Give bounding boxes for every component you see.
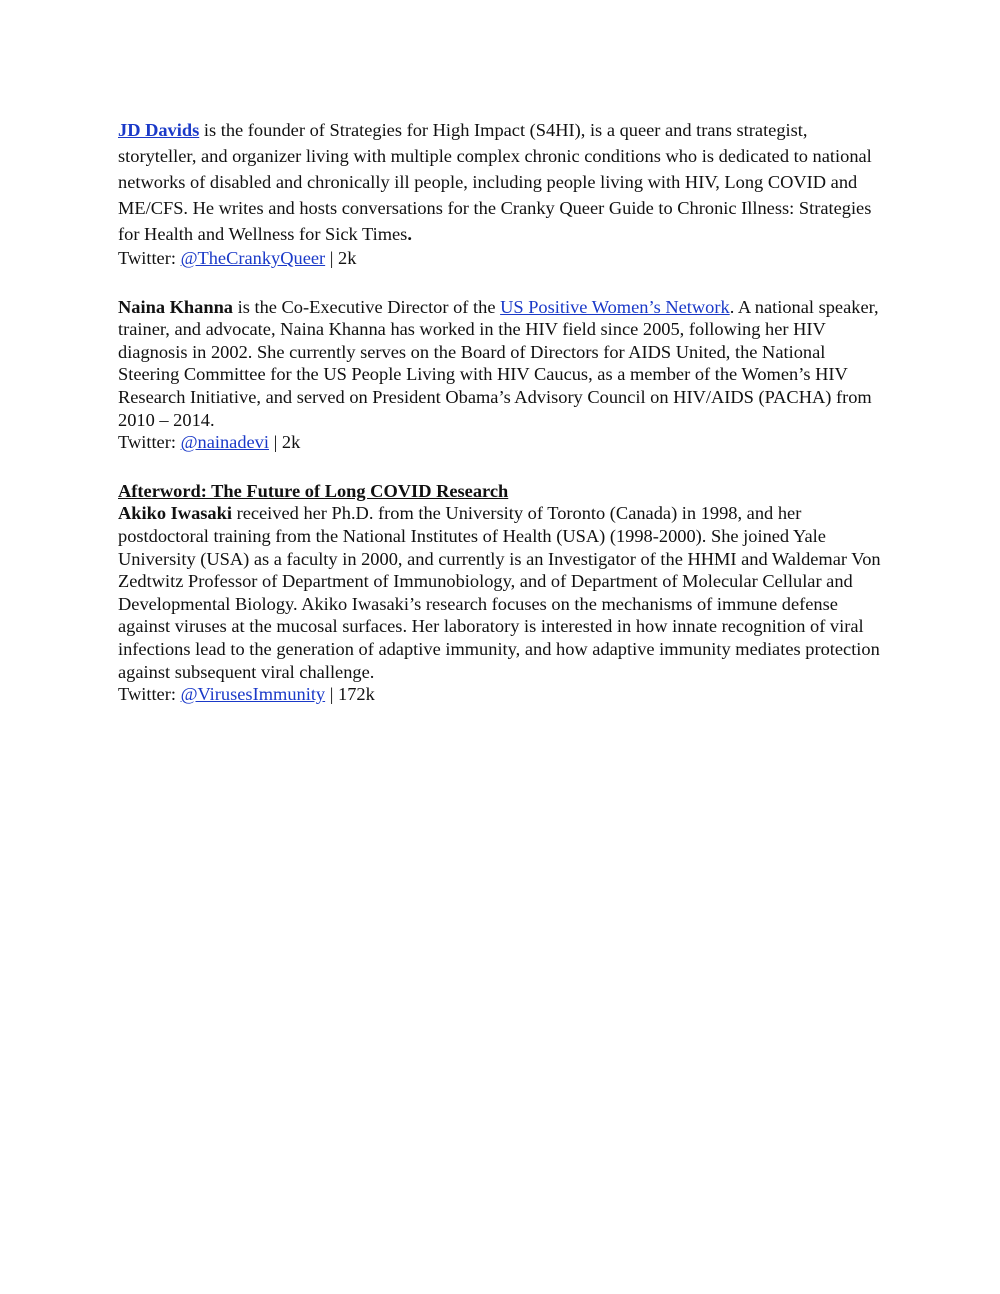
twitter-line [118,431,890,454]
bio-paragraph [118,502,890,683]
bio-name: Akiko Iwasaki [118,503,232,524]
twitter-handle-link[interactable]: @VirusesImmunity [180,684,326,705]
twitter-follower-count: | 2k [269,432,301,453]
spacer [118,454,890,480]
bio-trailing-period: . [407,224,412,244]
twitter-follower-count: | 172k [325,684,375,705]
bio-text: received her Ph.D. from the University of Toronto (Canada) in 1998, and her postdoctoral training from the National Institutes of Health (USA) (1998-2000). She joined Yale University (USA) as a faculty in 2000, and currently is an Investigator of the HHMI and Waldemar Von Zedtwitz Professor of Department of Immunobiology, and of Department of Molecular Cellular and Developmental Biology. Akiko Iwasaki’s research focuses on the mechanisms of immune defense against viruses at the mucosal surfaces. Her laboratory is interested in how innate recognition of viral infections lead to the generation of adaptive immunity, and how adaptive immunity mediates protection against subsequent viral challenge. [118,503,881,682]
bio-paragraph [118,296,890,432]
bio-jd-davids [118,117,890,270]
spacer [118,270,890,296]
twitter-line [118,247,890,270]
twitter-handle-link[interactable]: @TheCrankyQueer [180,248,326,268]
us-positive-womens-network-link[interactable]: US Positive Women’s Network [500,296,730,317]
twitter-handle-link[interactable]: @nainadevi [180,432,269,453]
twitter-follower-count: | 2k [325,248,357,268]
jd-davids-link[interactable]: JD Davids [118,120,200,140]
twitter-label: Twitter: [118,432,181,453]
twitter-line [118,683,890,706]
afterword-section [118,480,890,706]
bio-text: is the founder of Strategies for High Impact (S4HI), is a queer and trans strategist, storyteller, and organizer living with multiple complex chronic conditions who is dedicated to national networks of disabled and chronically ill people, including people living with HIV, Long COVID and ME/CFS. He writes and hosts conversations for the Cranky Queer Guide to Chronic Illness: Strategies for Health and Wellness for Sick Times [118,120,872,244]
twitter-label: Twitter: [118,684,181,705]
document-page [118,117,890,706]
bio-text-continued: . A national speaker, trainer, and advocate, Naina Khanna has worked in the HIV field since 2005, following her HIV diagnosis in 2002. She currently serves on the Board of Directors for AIDS United, the National Steering Committee for the US People Living with HIV Caucus, as a member of the Women’s HIV Research Initiative, and served on President Obama’s Advisory Council on HIV/AIDS (PACHA) from 2010 – 2014. [118,296,879,430]
bio-naina-khanna [118,296,890,454]
section-heading: Afterword: The Future of Long COVID Research [118,480,509,501]
bio-text: is the Co-Executive Director of the [233,296,501,317]
twitter-label: Twitter: [118,248,181,268]
bio-paragraph [118,117,890,247]
bio-name: Naina Khanna [118,296,233,317]
